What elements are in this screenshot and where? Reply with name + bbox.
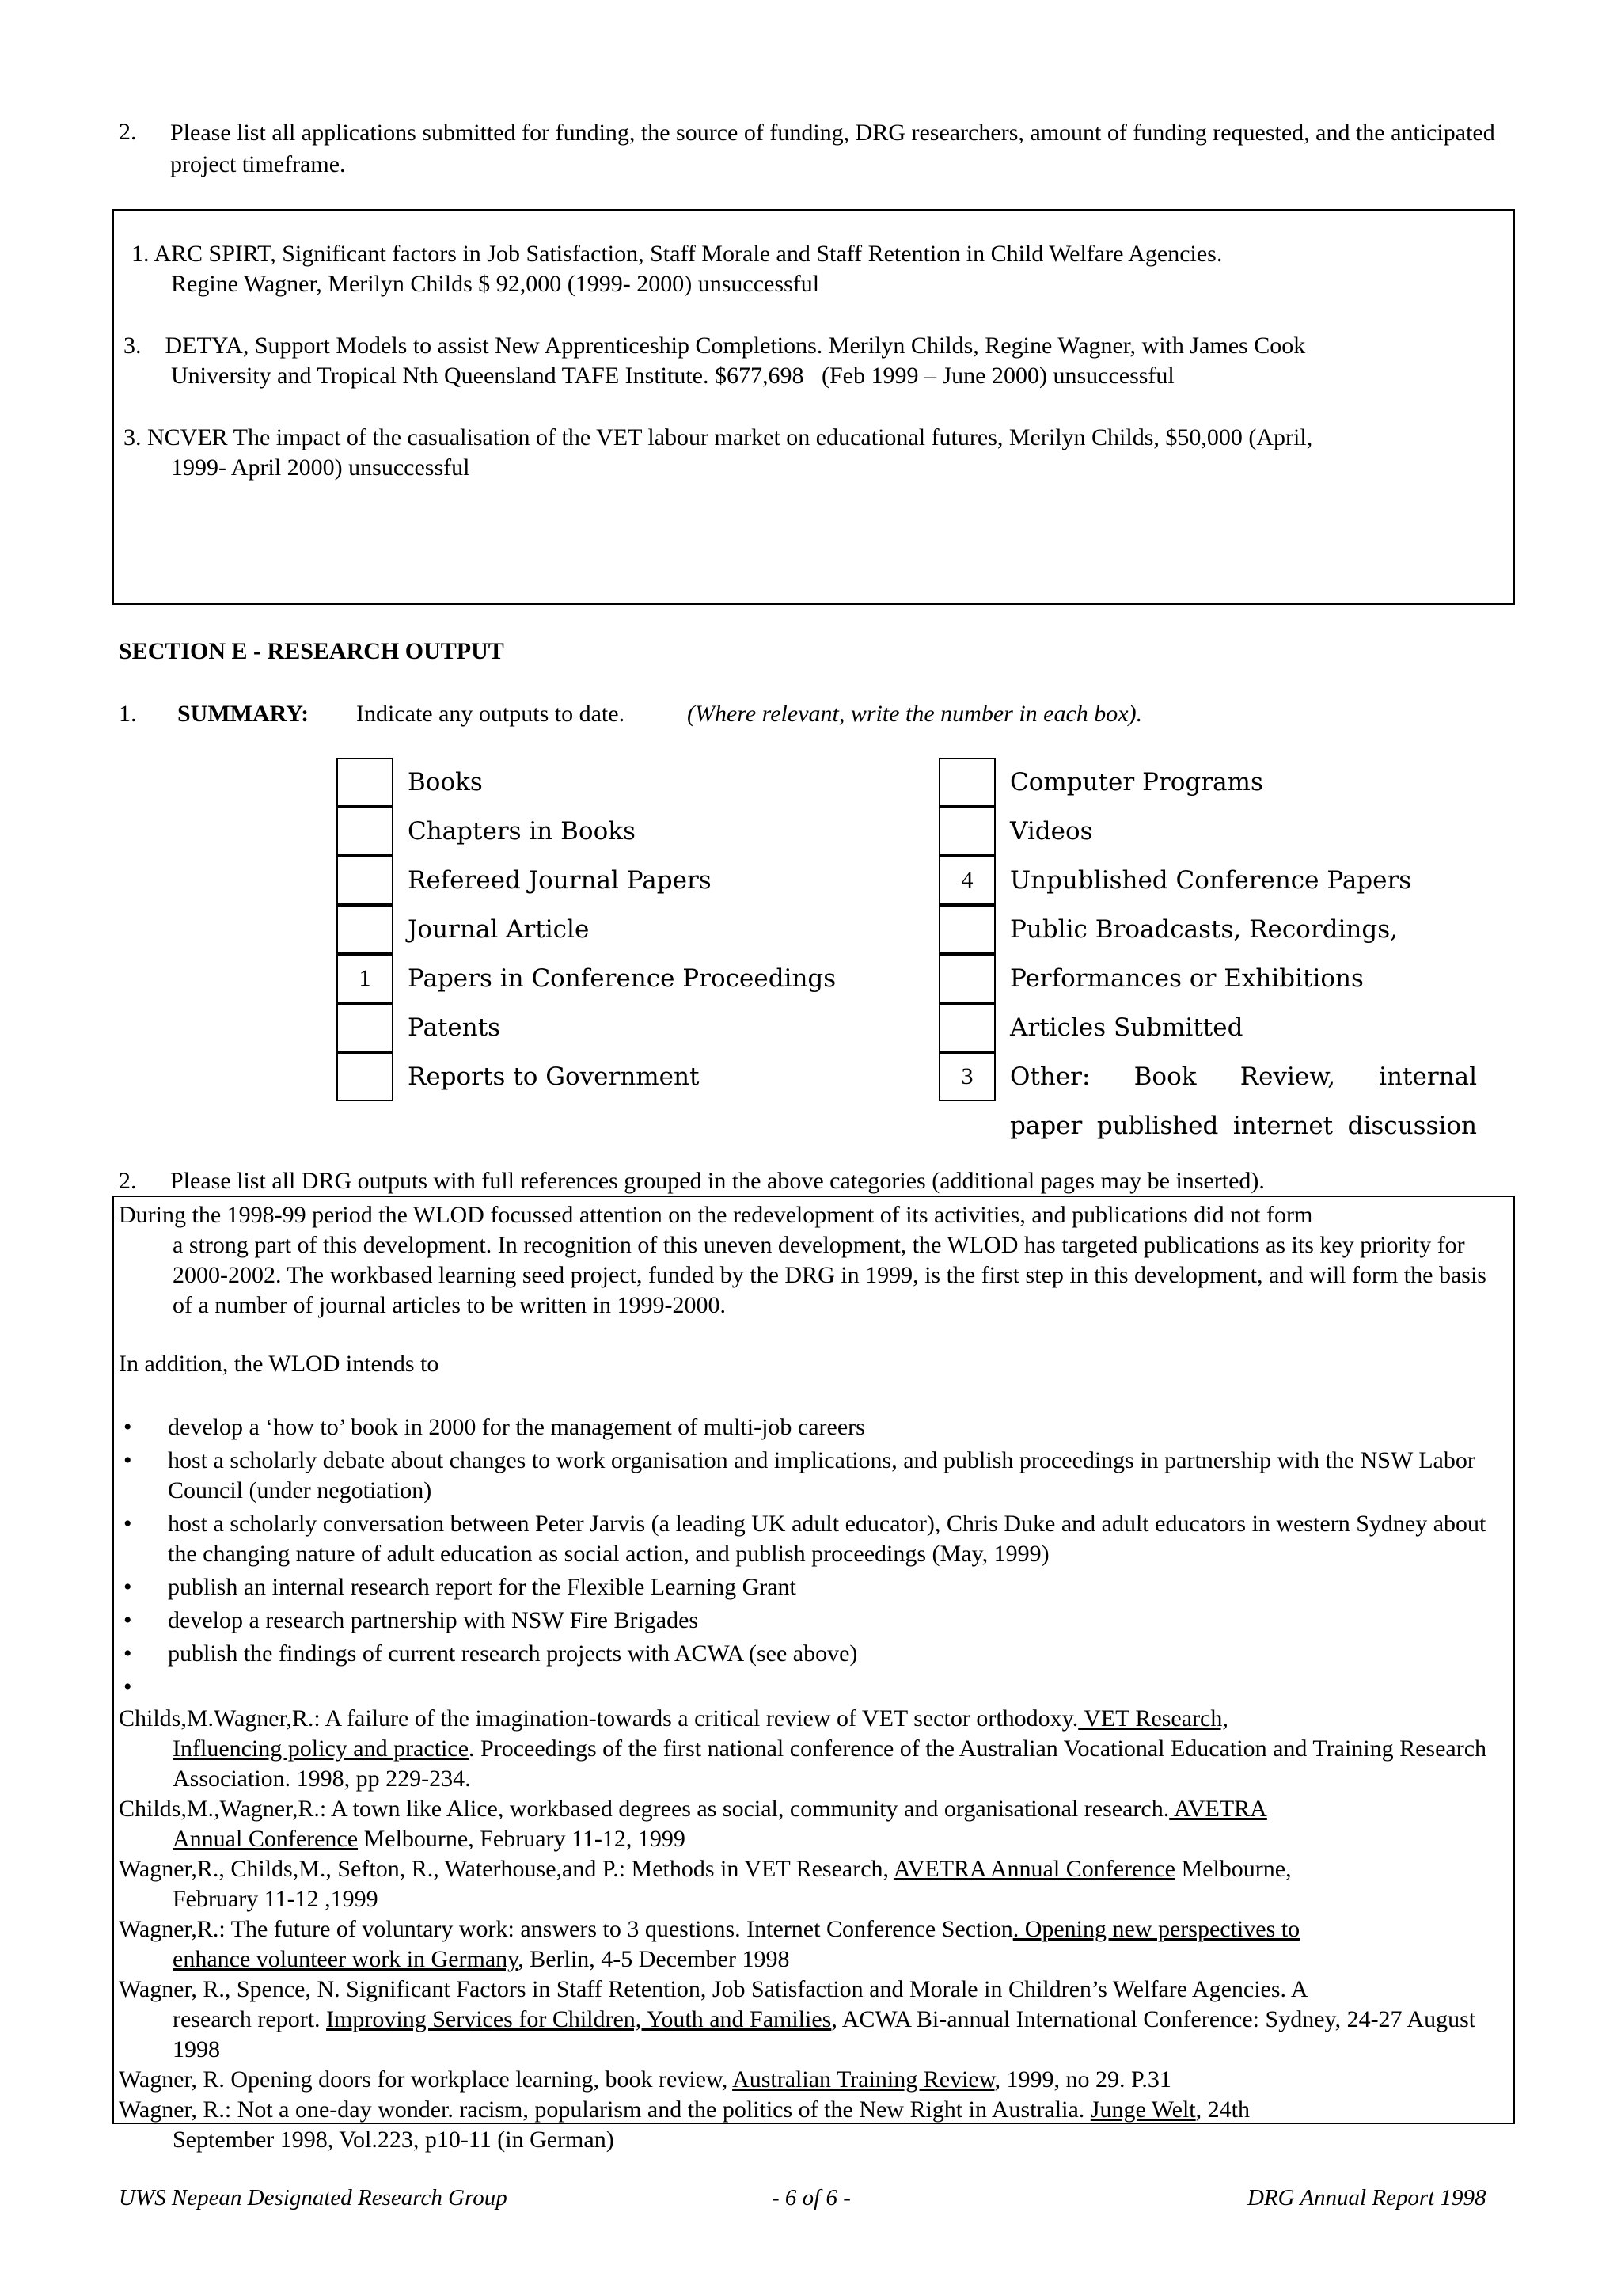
output-label: Refereed Journal Papers <box>408 866 712 895</box>
reference: Wagner, R. Opening doors for workplace learning, book review, Australian Training Review, 1999, no 29. P.31 <box>119 2066 1171 2093</box>
references-list <box>119 1704 1505 2155</box>
application-line: 3. NCVER The impact of the casualisation of the VET labour market on educational futures, Merilyn Childs, $50,000 (April, <box>123 424 1313 450</box>
bullet-icon: • <box>123 1447 132 1473</box>
application-item <box>123 239 1501 299</box>
output-count-box[interactable] <box>939 758 996 807</box>
output-count-box[interactable] <box>336 758 393 807</box>
bullet-icon: • <box>123 1511 132 1537</box>
reference: Wagner, R.: Not a one-day wonder. racism, popularism and the politics of the New Right in Australia. Junge Welt, 24th September 1998, Vol.223, p10-11 (in German) <box>119 2096 1250 2153</box>
bullet-icon: • <box>123 1640 132 1667</box>
output-label: Videos <box>1010 817 1093 846</box>
output-count-box[interactable] <box>336 1003 393 1052</box>
output-label: Performances or Exhibitions <box>1010 964 1364 993</box>
output-label: Reports to Government <box>408 1062 700 1091</box>
applications-box <box>112 209 1515 605</box>
question-text: Please list all applications submitted for funding, the source of funding, DRG researchers, amount of funding requested, and the anticipated project timeframe. <box>170 120 1495 177</box>
output-count-box[interactable]: 3 <box>939 1052 996 1101</box>
output-count-box[interactable] <box>939 807 996 856</box>
bullet-icon: • <box>123 1574 132 1600</box>
footer-right: DRG Annual Report 1998 <box>1247 2185 1486 2210</box>
output-label: Books <box>408 768 483 796</box>
output-count-box[interactable] <box>336 1052 393 1101</box>
summary-number: 1. <box>119 701 137 727</box>
page-number: - 6 of 6 - <box>772 2185 851 2210</box>
question-text: Please list all DRG outputs with full references grouped in the above categories (additional pages may be inserted). <box>170 1168 1265 1194</box>
output-count-box[interactable]: 1 <box>336 954 393 1003</box>
output-count-box[interactable] <box>939 954 996 1003</box>
output-label: Articles Submitted <box>1010 1013 1243 1042</box>
output-count-box[interactable] <box>336 905 393 954</box>
intro-paragraph-2: In addition, the WLOD intends to <box>119 1351 439 1377</box>
output-count-box[interactable] <box>336 807 393 856</box>
list-item: • develop a research partnership with NSW Fire Brigades <box>119 1606 1505 1636</box>
application-item <box>123 423 1501 483</box>
output-label: Chapters in Books <box>408 817 636 846</box>
reference: Wagner, R., Spence, N. Significant Factors in Staff Retention, Job Satisfaction and Morale in Children’s Welfare Agencies. A research report. Improving Services for Children, Youth and Families, ACWA Bi-annual International Conference: Sydney, 24-27 August 1998 <box>119 1976 1476 2062</box>
question-number: 2. <box>119 1168 137 1194</box>
intentions-list <box>119 1412 1505 1705</box>
bullet-icon: • <box>123 1607 132 1633</box>
reference: Wagner,R.: The future of voluntary work: answers to 3 questions. Internet Conference Section. Opening new perspectives to enhance volunteer work in Germany, Berlin, 4-5 December 1998 <box>119 1916 1300 1972</box>
application-line: 1999- April 2000) unsuccessful <box>171 454 470 481</box>
list-item: • host a scholarly conversation between Peter Jarvis (a leading UK adult educator), Chris Duke and adult educators in western Sydney about the changing nature of adult education as social action, and publish proceedings (May, 1999) <box>123 1511 1486 1567</box>
application-line: 1. ARC SPIRT, Significant factors in Job Satisfaction, Staff Morale and Staff Retention in Child Welfare Agencies. <box>131 241 1223 267</box>
footer-left: UWS Nepean Designated Research Group <box>119 2185 507 2210</box>
output-count-box[interactable] <box>939 1003 996 1052</box>
summary-label: SUMMARY: <box>177 701 309 727</box>
reference: Wagner,R., Childs,M., Sefton, R., Waterhouse,and P.: Methods in VET Research, AVETRA Annual Conference Melbourne, February 11-12 ,1999 <box>119 1856 1292 1912</box>
summary-note: (Where relevant, write the number in each box). <box>687 701 1143 727</box>
bullet-icon: • <box>123 1414 132 1440</box>
output-count-box[interactable]: 4 <box>939 856 996 905</box>
question-number: 2. <box>119 119 137 145</box>
reference: Childs,M.Wagner,R.: A failure of the imagination-towards a critical review of VET sector orthodoxy. VET Research, Influencing policy and practice. Proceedings of the first national conference of the Australian Vocational Education and Training Research Association. 1998, pp 229-234. <box>119 1705 1487 1792</box>
list-item: • publish the findings of current research projects with ACWA (see above) <box>119 1639 1505 1669</box>
output-label: Journal Article <box>408 915 590 944</box>
application-line: Regine Wagner, Merilyn Childs $ 92,000 (1999- 2000) unsuccessful <box>171 271 820 297</box>
output-label: Patents <box>408 1013 501 1042</box>
intro-rest: a strong part of this development. In recognition of this uneven development, the WLOD has targeted publications as its key priority for 2000-2002. The workbased learning seed project, funded by the DRG in 1999, is the first step in this development, and will form the basis of a number of journal articles to be written in 1999-2000. <box>173 1232 1486 1318</box>
output-count-box[interactable] <box>939 905 996 954</box>
list-item: • host a scholarly debate about changes to work organisation and implications, and publish proceedings in partnership with the NSW Labor Council (under negotiation) <box>123 1447 1475 1503</box>
list-item <box>119 1672 1505 1702</box>
output-label: Unpublished Conference Papers <box>1010 866 1412 895</box>
application-line: 3. DETYA, Support Models to assist New Apprenticeship Completions. Merilyn Childs, Regine Wagner, with James Cook <box>123 333 1306 359</box>
section-heading: SECTION E - RESEARCH OUTPUT <box>119 638 504 664</box>
bullet-icon: • <box>123 1674 132 1700</box>
application-item <box>123 331 1501 391</box>
outputs-box <box>112 1196 1515 2153</box>
output-count-box[interactable] <box>336 856 393 905</box>
list-item: • develop a ‘how to’ book in 2000 for the management of multi-job careers <box>119 1412 1505 1443</box>
output-label: Public Broadcasts, Recordings, <box>1010 915 1398 944</box>
summary-text: Indicate any outputs to date. <box>356 701 625 727</box>
application-line: University and Tropical Nth Queensland TAFE Institute. $677,698 (Feb 1999 – June 2000) unsuccessful <box>171 363 1175 389</box>
reference: Childs,M.,Wagner,R.: A town like Alice, workbased degrees as social, community and organisational research. AVETRA Annual Conference Melbourne, February 11-12, 1999 <box>119 1796 1267 1852</box>
output-label: Other: Book Review, internal paper published internet discussion <box>1010 1062 1485 1140</box>
intro-paragraph <box>119 1200 1505 1321</box>
intro-first-line: During the 1998-99 period the WLOD focussed attention on the redevelopment of its activities, and publications did not form <box>119 1202 1313 1228</box>
output-label: Papers in Conference Proceedings <box>408 964 837 993</box>
list-item: • publish an internal research report for the Flexible Learning Grant <box>119 1572 1505 1602</box>
output-label: Computer Programs <box>1010 768 1263 796</box>
